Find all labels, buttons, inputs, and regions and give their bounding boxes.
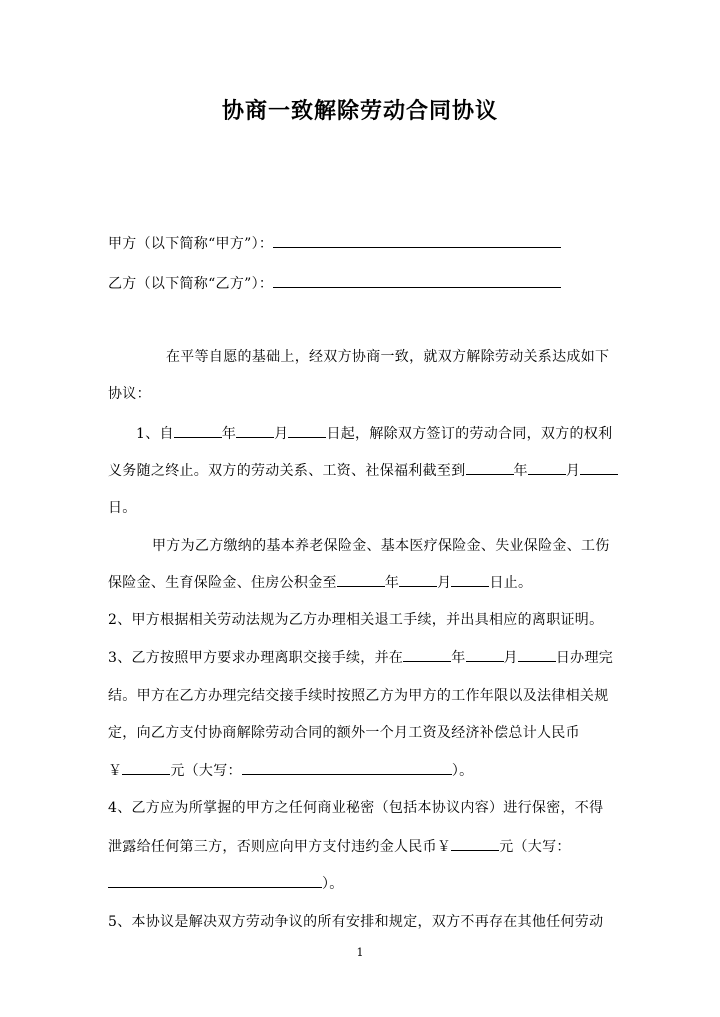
- party-a-line: [108, 233, 561, 253]
- year-blank: [466, 461, 514, 475]
- month-blank: [236, 424, 274, 438]
- clause-3-line-4: [108, 760, 473, 780]
- year-label: 年: [221, 426, 237, 442]
- day-blank: [288, 424, 326, 438]
- month-label: 月: [503, 650, 518, 666]
- year-label: 年: [513, 463, 528, 479]
- page-number: 1: [356, 946, 364, 959]
- party-a-label: 甲方（以下简称“甲方”）：: [108, 236, 274, 252]
- clause-2: 2、甲方根据相关劳动法规为乙方办理相关退工手续，并出具相应的离职证明。: [108, 612, 604, 628]
- clause-4-line-1: 4、乙方应为所掌握的甲方之任何商业秘密（包括本协议内容）进行保密，不得: [108, 800, 604, 816]
- day-blank: [580, 461, 618, 475]
- month-blank: [466, 648, 504, 662]
- party-b-blank: [273, 273, 561, 288]
- clause-4-text: 泄露给任何第三方，否则应向甲方支付违约金人民币￥: [108, 839, 452, 855]
- year-blank: [174, 424, 222, 438]
- amount-blank: [451, 837, 499, 851]
- insurance-line-2: [108, 572, 532, 592]
- clause-1-text: 1、自: [136, 426, 174, 442]
- insurance-text: 保险金、生育保险金、住房公积金至: [108, 575, 337, 591]
- party-b-line: [108, 273, 561, 293]
- month-label: 月: [437, 575, 452, 591]
- clause-5: 5、本协议是解决双方劳动争议的所有安排和规定，双方不再存在其他任何劳动: [108, 914, 604, 930]
- clause-1-text: 日起，解除双方签订的劳动合同，双方的权利: [326, 426, 613, 442]
- clause-4-line-3: [108, 873, 344, 893]
- month-blank: [528, 461, 566, 475]
- intro-line-2: 协议：: [108, 386, 151, 402]
- year-blank: [337, 573, 385, 587]
- day-blank: [451, 573, 489, 587]
- clause-3-text: 元（大写：: [170, 763, 242, 779]
- clause-1-line-3: 日。: [108, 500, 137, 516]
- amount-blank: [122, 761, 170, 775]
- clause-3-line-2: 结。甲方在乙方办理完结交接手续时按照乙方为甲方的工作年限以及法律相关规: [108, 688, 609, 704]
- clause-3-text: 3、乙方按照甲方要求办理离职交接手续，并在: [108, 650, 404, 666]
- insurance-line-1: 甲方为乙方缴纳的基本养老保险金、基本医疗保险金、失业保险金、工伤: [152, 538, 610, 554]
- document-title: 协商一致解除劳动合同协议: [221, 99, 498, 124]
- clause-3-line-1: [108, 647, 613, 667]
- month-blank: [399, 573, 437, 587]
- clause-4-text: ）。: [322, 876, 344, 892]
- clause-3-text: 日办理完: [555, 650, 614, 666]
- clause-3-line-3: 定，向乙方支付协商解除劳动合同的额外一个月工资及经济补偿总计人民币: [108, 725, 580, 741]
- clause-4-text: 元（大写：: [499, 839, 571, 855]
- clause-4-line-2: [108, 836, 571, 856]
- amount-words-blank: [242, 761, 452, 775]
- insurance-text: 日止。: [489, 575, 533, 591]
- intro-line-1: 在平等自愿的基础上，经双方协商一致，就双方解除劳动关系达成如下: [166, 349, 610, 365]
- party-b-label: 乙方（以下简称“乙方”）：: [108, 276, 274, 292]
- currency-symbol: ￥: [108, 763, 123, 779]
- day-blank: [518, 648, 556, 662]
- month-label: 月: [274, 426, 289, 442]
- year-label: 年: [451, 650, 466, 666]
- party-a-blank: [273, 233, 561, 248]
- clause-1-line-1: [136, 423, 612, 443]
- month-label: 月: [565, 463, 581, 479]
- clause-3-text: ）。: [451, 763, 474, 779]
- amount-words-blank: [108, 874, 322, 888]
- year-label: 年: [384, 575, 400, 591]
- clause-1-text: 义务随之终止。双方的劳动关系、工资、社保福利截至到: [108, 463, 466, 479]
- clause-1-line-2: [108, 460, 618, 480]
- year-blank: [403, 648, 451, 662]
